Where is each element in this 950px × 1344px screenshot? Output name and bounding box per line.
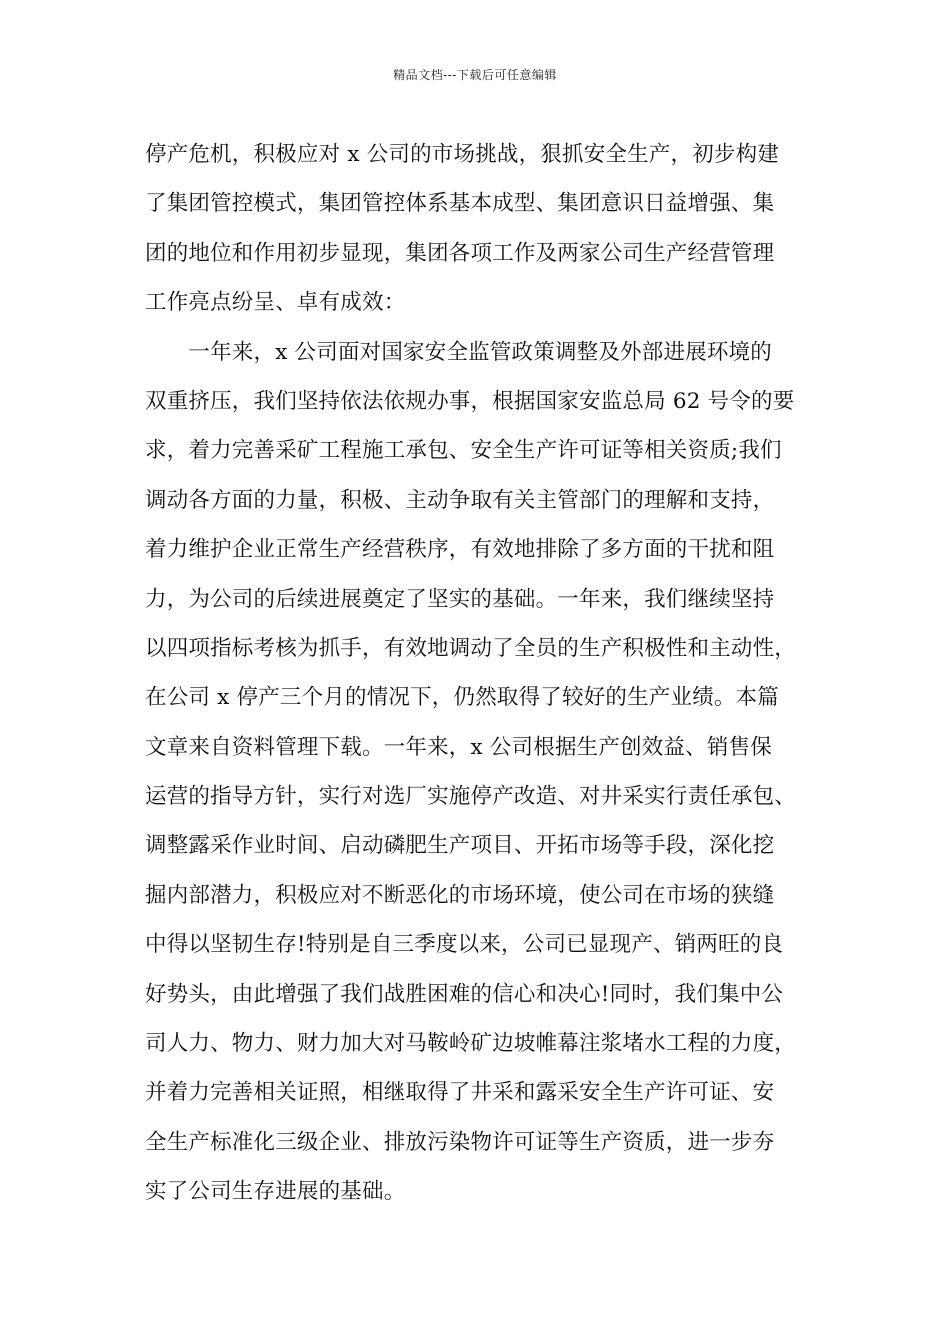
- text-line: 司人力、物力、财力加大对马鞍岭矿边坡帷幕注浆堵水工程的力度，: [145, 1031, 797, 1057]
- text-line: 团的地位和作用初步显现，集团各项工作及两家公司生产经营管理: [145, 240, 775, 266]
- text-line: 中得以坚韧生存!特别是自三季度以来，公司已显现产、销两旺的良: [145, 932, 784, 958]
- document-body: [145, 130, 825, 1217]
- text-line: 双重挤压，我们坚持依法依规办事，根据国家安监总局 62 号令的要: [145, 388, 795, 414]
- text-line: 求，着力完善采矿工程施工承包、安全生产许可证等相关资质;我们: [145, 438, 782, 464]
- page-header: 精品文档---下载后可任意编辑: [393, 68, 557, 82]
- text-line: 文章来自资料管理下载。一年来，x 公司根据生产创效益、销售保: [145, 734, 772, 760]
- text-line: 运营的指导方针，实行对选厂实施停产改造、对井采实行责任承包、: [145, 784, 797, 810]
- text-line: 并着力完善相关证照，相继取得了井采和露采安全生产许可证、安: [145, 1080, 775, 1106]
- text-line: 着力维护企业正常生产经营秩序，有效地排除了多方面的干扰和阻: [145, 537, 775, 563]
- text-line: 停产危机，积极应对 x 公司的市场挑战，狠抓安全生产，初步构建: [145, 142, 779, 167]
- text-line: 实了公司生存进展的基础。: [145, 1179, 406, 1205]
- text-line: 掘内部潜力，积极应对不断恶化的市场环境，使公司在市场的狭缝: [145, 882, 775, 908]
- text-line: 力，为公司的后续进展奠定了坚实的基础。一年来，我们继续坚持: [145, 586, 775, 612]
- text-line: 调动各方面的力量，积极、主动争取有关主管部门的理解和支持，: [145, 487, 775, 513]
- text-line: 以四项指标考核为抓手，有效地调动了全员的生产积极性和主动性，: [145, 635, 797, 661]
- text-line: 了集团管控模式，集团管控体系基本成型、集团意识日益增强、集: [145, 191, 775, 217]
- text-line: 一年来，x 公司面对国家安全监管政策调整及外部进展环境的: [145, 339, 772, 365]
- text-line: 全生产标准化三级企业、排放污染物许可证等生产资质，进一步夯: [145, 1129, 775, 1155]
- text-line: 在公司 x 停产三个月的情况下，仍然取得了较好的生产业绩。本篇: [145, 685, 779, 711]
- text-line: 工作亮点纷呈、卓有成效：: [145, 290, 406, 316]
- text-line: 好势头，由此增强了我们战胜困难的信心和决心!同时，我们集中公: [145, 981, 784, 1007]
- text-line: 调整露采作业时间、启动磷肥生产项目、开拓市场等手段，深化挖: [145, 833, 775, 859]
